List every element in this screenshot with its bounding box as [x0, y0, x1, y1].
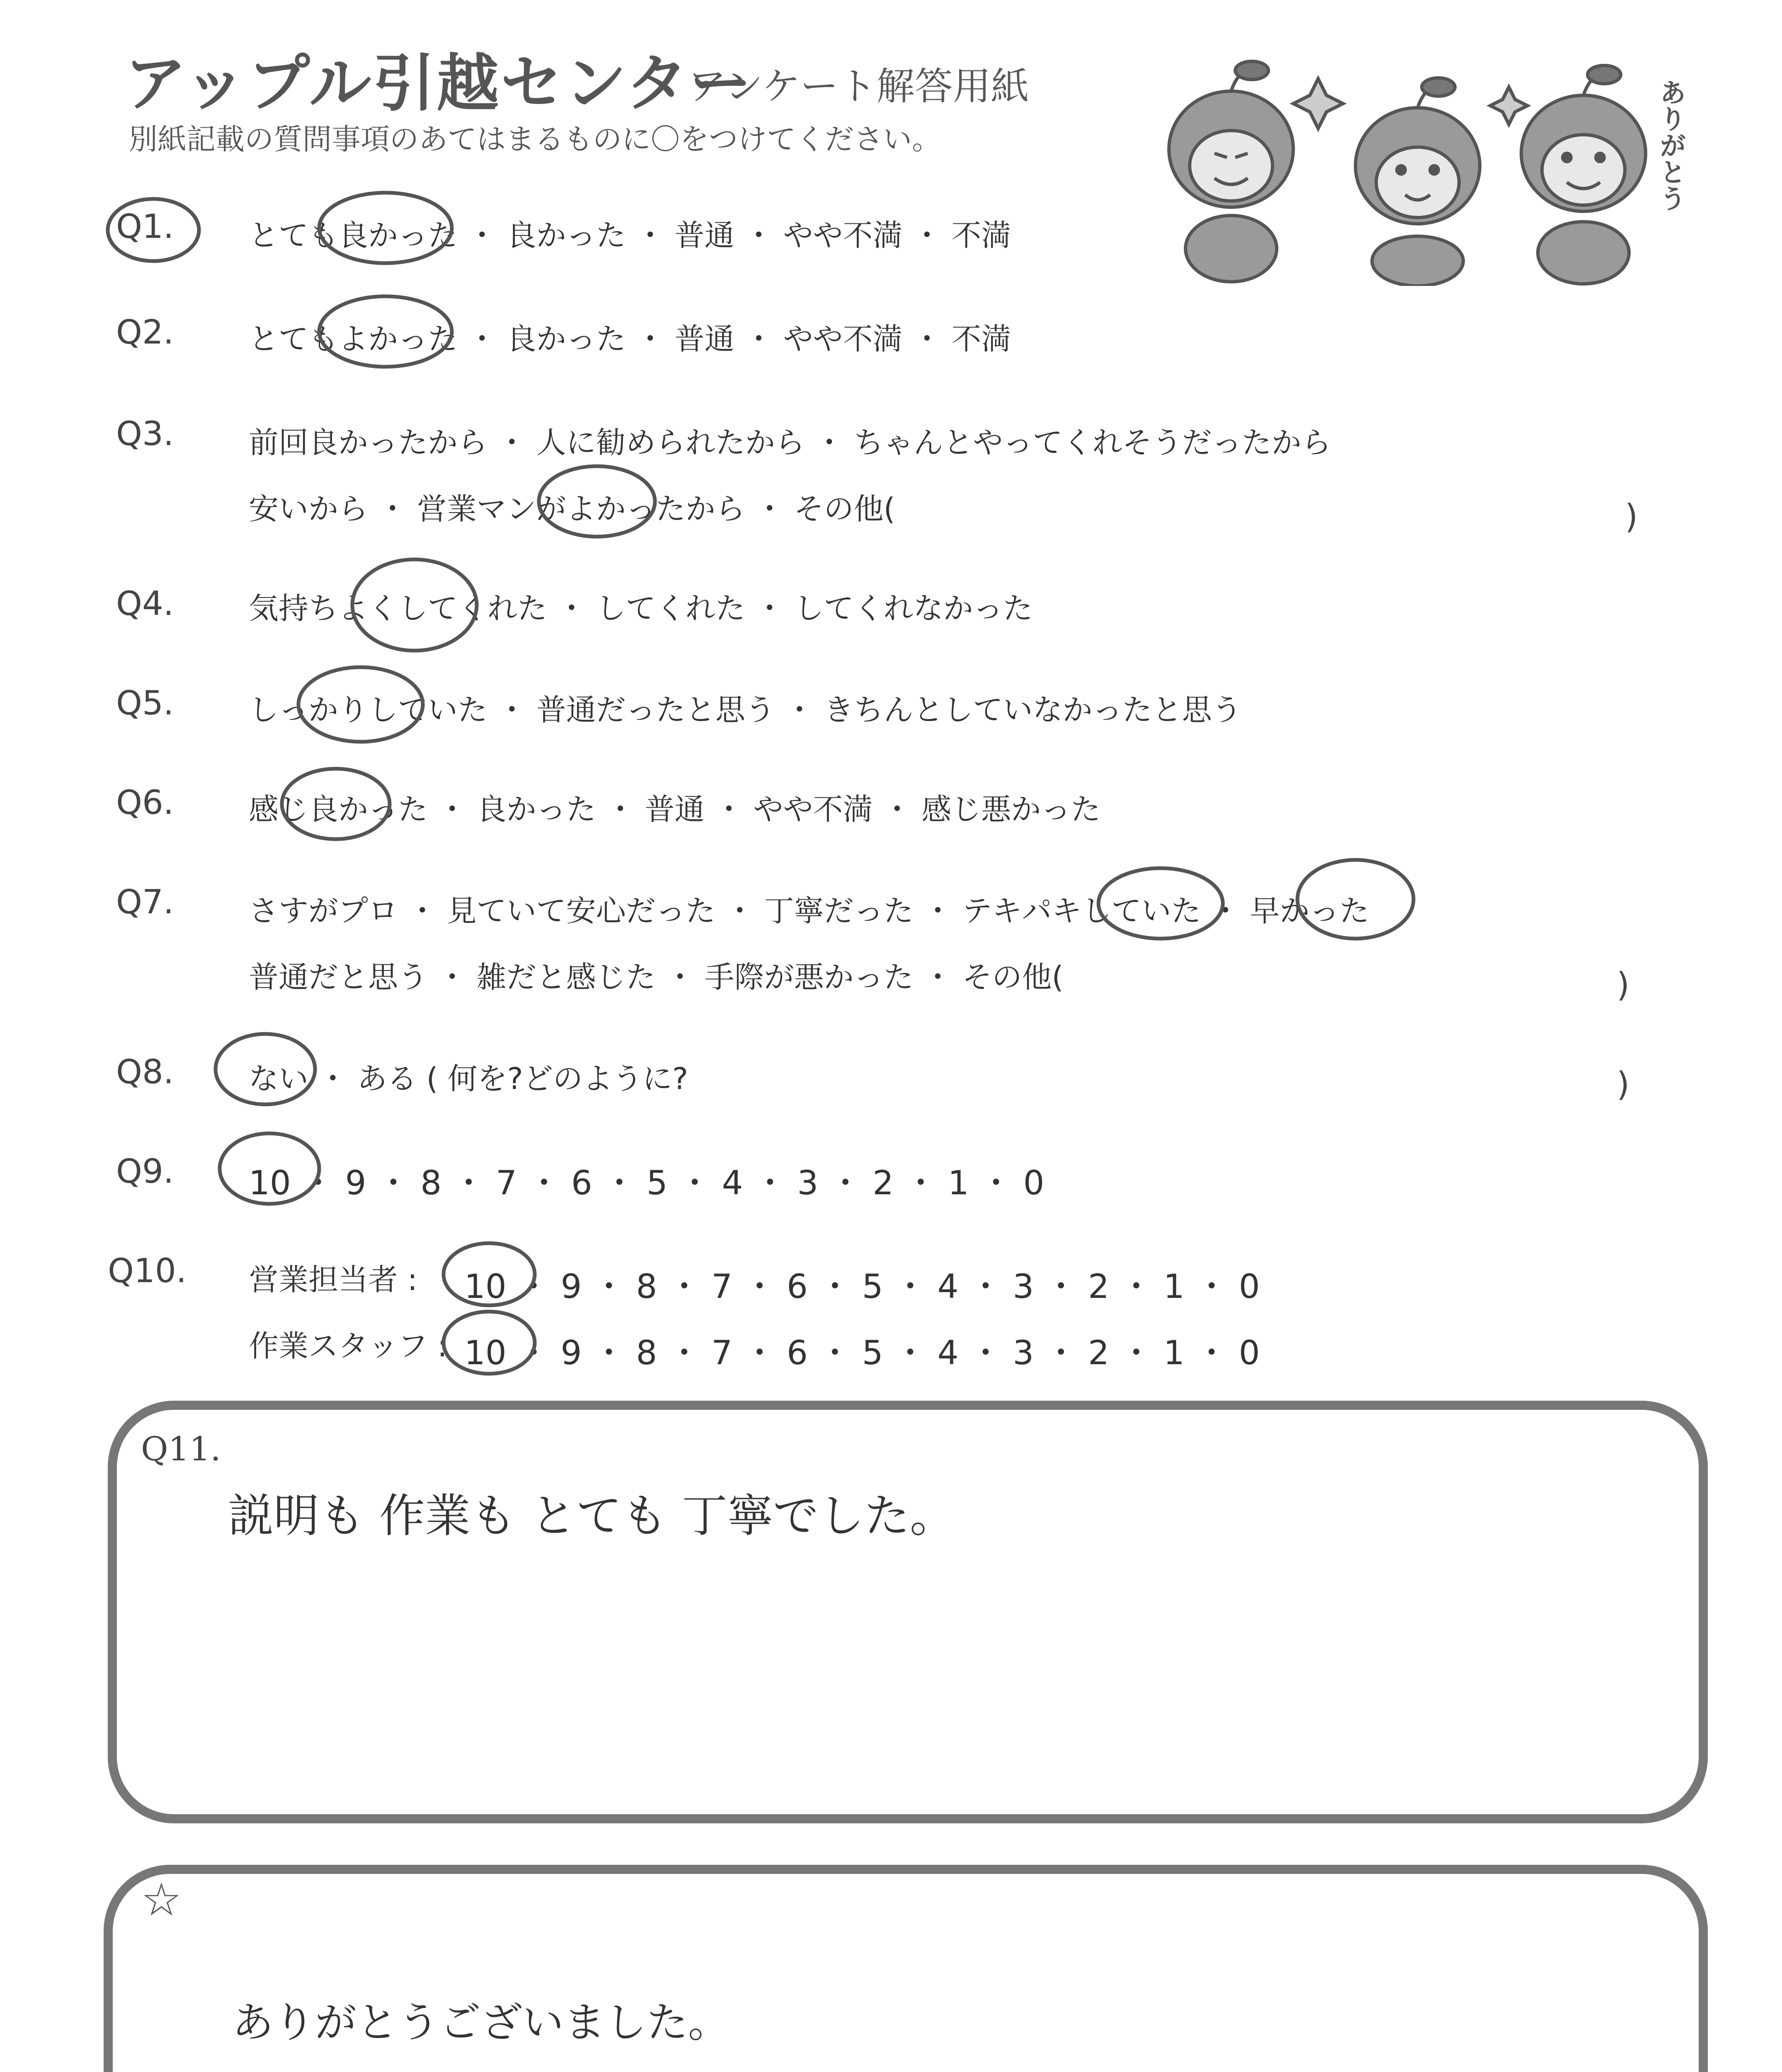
- q11-comment-box: [108, 1401, 1708, 1823]
- q7-close-paren: ): [1617, 966, 1630, 1004]
- q9-answer-circle: [220, 1133, 319, 1204]
- q8-options: ない ・ ある ( 何を?どのように?: [249, 1061, 689, 1096]
- q1-answer-circle: [319, 193, 452, 263]
- q10-staff-scale: 10 ・ 9 ・ 8 ・ 7 ・ 6 ・ 5 ・ 4 ・ 3 ・ 2 ・ 1 ・ 0: [464, 1334, 1260, 1372]
- form-title: アップル引越センター: [124, 48, 754, 120]
- q10-staff-circle: [444, 1312, 535, 1374]
- q3-close-paren: ): [1625, 497, 1638, 536]
- q2-options: とてもよかった ・ 良かった ・ 普通 ・ やや不満 ・ 不満: [249, 322, 1011, 356]
- q7-answer-circle-2: [1297, 860, 1413, 939]
- q7-label: Q7.: [116, 883, 174, 921]
- star-handwritten-answer: ありがとうございました。: [232, 1998, 730, 2047]
- q4-label: Q4.: [116, 584, 174, 623]
- q7-options-line2: 普通だと思う ・ 雑だと感じた ・ 手際が悪かった ・ その他(: [249, 960, 1064, 995]
- q5-label: Q5.: [116, 684, 174, 722]
- instruction-text: 別紙記載の質問事項のあてはまるものに〇をつけてください。: [128, 122, 941, 156]
- q10-sales-scale: 10 ・ 9 ・ 8 ・ 7 ・ 6 ・ 5 ・ 4 ・ 3 ・ 2 ・ 1 ・ 0: [464, 1267, 1260, 1306]
- q10-staff-label: 作業スタッフ :: [249, 1329, 448, 1363]
- q6-options: 感じ良かった ・ 良かった ・ 普通 ・ やや不満 ・ 感じ悪かった: [249, 792, 1101, 827]
- q11-handwritten-answer: 説明も 作業も とても 丁寧でした。: [228, 1489, 955, 1542]
- q4-options: 気持ちよくしてくれた ・ してくれた ・ してくれなかった: [249, 591, 1033, 626]
- q4-answer-circle: [352, 559, 477, 651]
- q9-label: Q9.: [116, 1152, 174, 1191]
- q7-answer-circle-1: [1098, 868, 1223, 939]
- q11-label: Q11.: [141, 1430, 221, 1468]
- q5-answer-circle: [298, 667, 423, 742]
- q8-label: Q8.: [116, 1053, 174, 1091]
- q3-options-line2: 安いから ・ 営業マンがよかったから ・ その他(: [249, 491, 895, 526]
- q5-options: しっかりしていた ・ 普通だったと思う ・ きちんとしていなかったと思う: [249, 692, 1242, 727]
- q1-label: Q1.: [116, 207, 174, 246]
- q10-sales-circle: [444, 1243, 535, 1305]
- q3-label: Q3.: [116, 414, 174, 453]
- q2-answer-circle: [319, 296, 452, 367]
- q8-answer-circle: [216, 1034, 315, 1104]
- mascot-caption: ありがとう: [1655, 79, 1686, 211]
- q1-label-circle: [108, 199, 199, 261]
- q7-options-line1: さすがプロ ・ 見ていて安心だった ・ 丁寧だった ・ テキパキしていた ・ 早かった: [249, 893, 1370, 928]
- q9-scale: 10 ・ 9 ・ 8 ・ 7 ・ 6 ・ 5 ・ 4 ・ 3 ・ 2 ・ 1 ・ 0: [249, 1164, 1045, 1202]
- star-icon: ☆: [141, 1873, 182, 1926]
- q3-options-line1: 前回良かったから ・ 人に勧められたから ・ ちゃんとやってくれそうだったから: [249, 425, 1331, 460]
- form-subtitle: アンケート解答用紙: [688, 64, 1029, 109]
- q6-label: Q6.: [116, 783, 174, 822]
- q8-close-paren: ): [1617, 1065, 1630, 1104]
- q1-options: とても良かった ・ 良かった ・ 普通 ・ やや不満 ・ 不満: [249, 218, 1011, 253]
- q3-answer-circle: [539, 466, 655, 537]
- q10-label: Q10.: [108, 1251, 187, 1290]
- q6-answer-circle: [282, 769, 390, 839]
- q10-sales-label: 営業担当者 :: [249, 1262, 418, 1297]
- q2-label: Q2.: [116, 313, 174, 351]
